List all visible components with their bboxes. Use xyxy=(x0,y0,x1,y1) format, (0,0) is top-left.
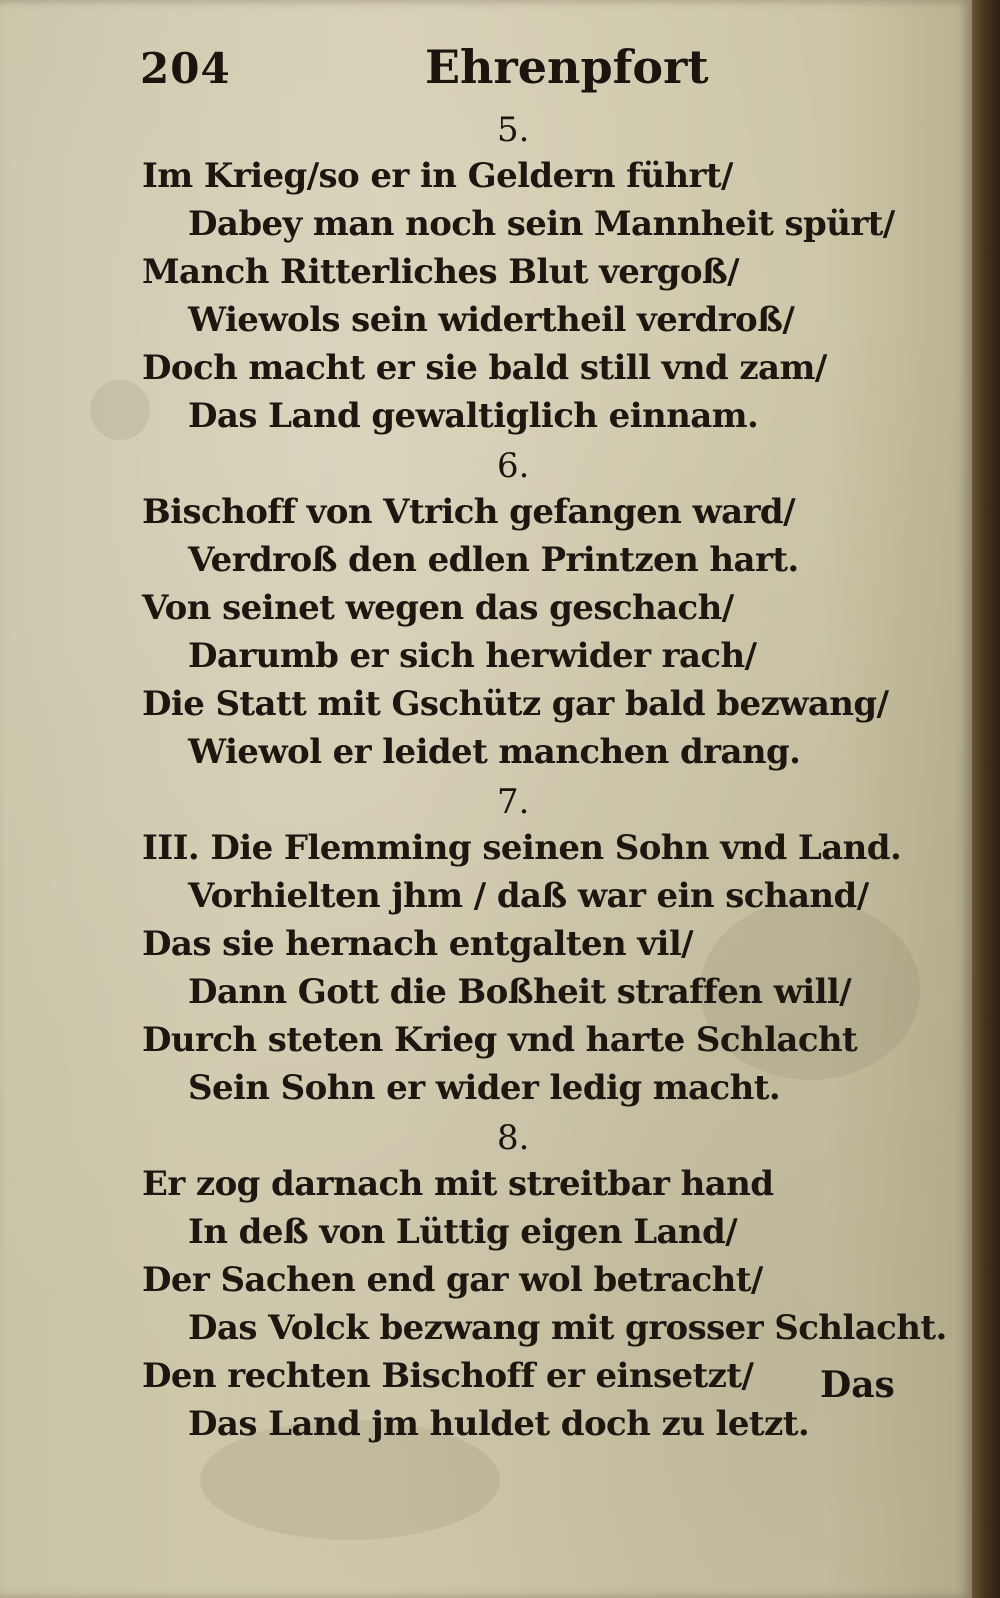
verse-line: Wiewols sein widertheil verdroß/ xyxy=(188,300,795,340)
stanza-number: 7. xyxy=(497,782,530,822)
verse-line: Im Krieg/so er in Geldern führt/ xyxy=(142,156,733,196)
verse-line: Wiewol er leidet manchen drang. xyxy=(188,732,801,772)
verse-line: Von seinet wegen das geschach/ xyxy=(142,588,734,628)
verse-line: In deß von Lüttig eigen Land/ xyxy=(188,1212,738,1252)
verse-line: Den rechten Bischoff er einsetzt/ xyxy=(142,1356,754,1396)
verse-line: Dann Gott die Boßheit straffen will/ xyxy=(188,972,852,1012)
stanza xyxy=(142,780,902,1112)
verse-line: III. Die Flemming seinen Sohn vnd Land. xyxy=(142,828,902,868)
verse-line: Das Land jm huldet doch zu letzt. xyxy=(188,1404,810,1444)
verse-line: Das sie hernach entgalten vil/ xyxy=(142,924,693,964)
verse-line: Er zog darnach mit streitbar hand xyxy=(142,1164,774,1204)
stanza-number: 5. xyxy=(497,110,530,150)
catchword: Das xyxy=(820,1364,895,1406)
paper-stain xyxy=(90,380,150,440)
book-edge xyxy=(972,0,1000,1598)
verse-line: Der Sachen end gar wol betracht/ xyxy=(142,1260,763,1300)
running-title: Ehrenpfort xyxy=(425,40,709,94)
verse-line: Doch macht er sie bald still vnd zam/ xyxy=(142,348,827,388)
page-header xyxy=(140,38,740,108)
stanza-number: 8. xyxy=(497,1118,530,1158)
verse-line: Dabey man noch sein Mannheit spürt/ xyxy=(188,204,895,244)
verse-line: Verdroß den edlen Printzen hart. xyxy=(188,540,799,580)
stanza xyxy=(142,108,895,440)
verse-line: Manch Ritterliches Blut vergoß/ xyxy=(142,252,739,292)
page-number: 204 xyxy=(140,44,231,93)
verse-line: Darumb er sich herwider rach/ xyxy=(188,636,757,676)
verse-line: Vorhielten jhm / daß war ein schand/ xyxy=(188,876,869,916)
verse-line: Durch steten Krieg vnd harte Schlacht xyxy=(142,1020,858,1060)
stanza xyxy=(142,444,889,776)
verse-line: Sein Sohn er wider ledig macht. xyxy=(188,1068,781,1108)
stanza xyxy=(142,1116,947,1448)
verse-line: Das Volck bezwang mit grosser Schlacht. xyxy=(188,1308,947,1348)
verse-line: Die Statt mit Gschütz gar bald bezwang/ xyxy=(142,684,889,724)
verse-line: Bischoff von Vtrich gefangen ward/ xyxy=(142,492,795,532)
verse-text xyxy=(142,108,947,1448)
verse-line: Das Land gewaltiglich einnam. xyxy=(188,396,759,436)
stanza-number: 6. xyxy=(497,446,530,486)
